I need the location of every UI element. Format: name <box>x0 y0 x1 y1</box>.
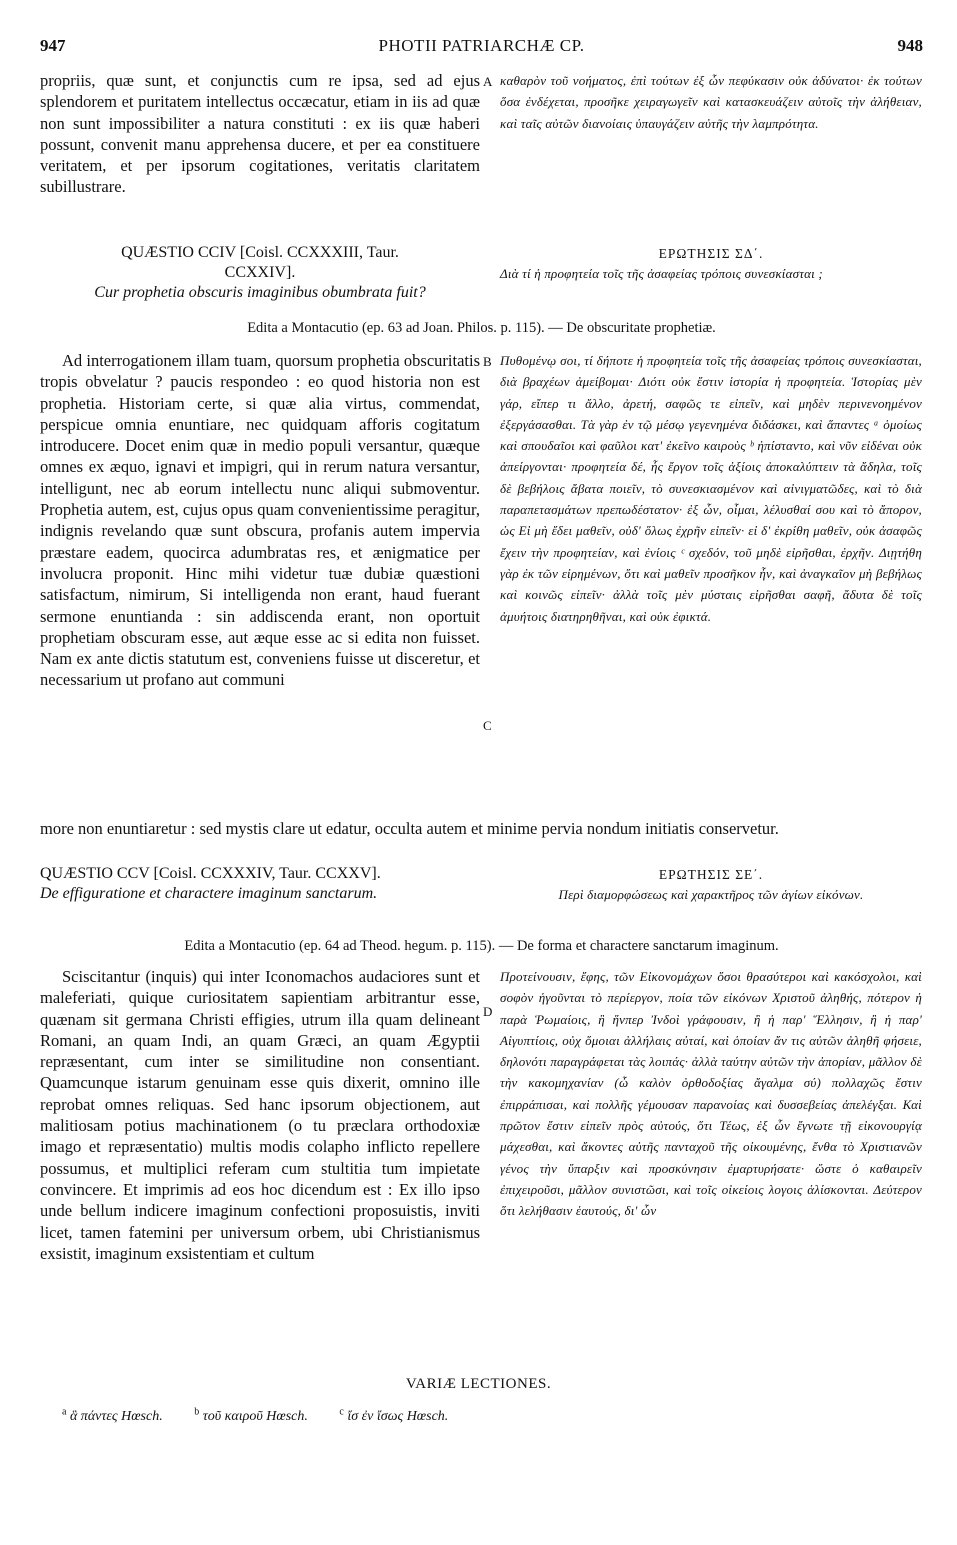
erotesis-204-title: ΕΡΩΤΗΣΙΣ ΣΔ΄. <box>658 246 764 261</box>
margin-marker-c: C <box>483 718 492 733</box>
erotesis-205-title: ΕΡΩΤΗΣΙΣ ΣΕ΄. <box>658 867 764 882</box>
erotesis-204-heading <box>500 243 922 284</box>
latin-paragraph-2: Ad interrogationem illam tuam, quorsum prophetia obscuritatis tropis obvelatur ? paucis respondeo : eo quod historia non est prophetia. Historiam certe, si quæ alia virtus, commendat, perspicue omnia enuntiare, nec quidquam afforis cogitatum introducere. Docet enim quæ in medio populi versantur, quæque omnes ex æquo, ignavi et impigri, qui in rerum natura versantur, intelligunt, nec ab eorum intellectu nunc aliqui submoventur. Prophetia autem, est, cujus opus quam convenientissime peragitur, indignis revelando quæ sunt obscura, profanis autem impervia præstare eadem, quocirca adumbratas res, et ænigmatice per involucra proponit. Hinc mihi videtur tuæ dubiæ quæstioni satisfactum, nimirum, Si intelligenda non erant, haud fuerant sermone enuntianda : sin addiscenda erant, non oportuit prophetiam obscuram esse, aut æque esse ac si edita non fuisset. Nam ex ante dictis statutum est, conveniens fuisse ut disceretur, et necessarium ut profano aut communi <box>40 351 480 690</box>
left-page-number: 947 <box>40 36 66 55</box>
full-width-line: more non enuntiaretur : sed mystis clare ut edatur, occulta autem et minime pervia nondum initiatis conservetur. <box>40 819 779 838</box>
running-title: PHOTII PATRIARCHÆ CP. <box>378 36 585 55</box>
variant-c: $^c$ ἴσ ἐν ἴσως Hœsch. <box>339 1406 449 1424</box>
latin-paragraph-3: Sciscitantur (inquis) qui inter Iconomachos audaciores sunt et maleferiati, quique curiositatem sapientiam arbitrantur esse, quænam sit germana Christi effigies, utrum illa quam delineant Romani, an quam Indi, an quam Græci, an quam Ægyptii repræsentant, cum inter se similitudine non consentiant. Quamcunque istarum genuinam esse quis dixerit, omnino ille reprobat omnes reliquas. Sed hanc ipsorum objectionem, aut malitiosam potius machinationem (o tu præclara orthodoxiæ imago et repræsentatio) multis modis colapho inflicto repellere possumus, et multiplici referam cum stultitia tum impietate convincere. Et imprimis ad eos hoc dicendum est : Ex illo ipso unde bellum indicere imaginum confectioni proposuistis, inviti licet, tamen fatemini per universum orbem, ubi Christianismus exsistit, imaginum exsistentiam et cultum <box>40 967 480 1263</box>
right-page-number: 948 <box>897 36 923 55</box>
edita-note-205: Edita a Montacutio (ep. 64 ad Theod. hegum. p. 115). — De forma et charactere sanctarum imaginum. <box>184 938 779 954</box>
variae-lectiones-list <box>62 1406 476 1425</box>
quaestio-204-subtitle: Cur prophetia obscuris imaginibus obumbrata fuit? <box>94 284 426 301</box>
variant-b: $^b$ τοῦ καιροῦ Hœsch. <box>194 1406 308 1424</box>
edita-note-204: Edita a Montacutio (ep. 63 ad Joan. Philos. p. 115). — De obscuritate prophetiæ. <box>247 320 716 336</box>
greek-paragraph-2: Πυθομένῳ σοι, τί δήποτε ἡ προφητεία τοῖς τῆς ἀσαφείας τρόποις συνεσκίασται, διὰ βραχέων ἀμείβομαι· Διότι οὐκ ἔστιν ἱστορία ἡ προφητεία. Ἱστορίας μὲν γάρ, εἴπερ τι ἄλλο, ἀρετή, σαφῶς τε εἰπεῖν, καὶ μηδὲν περινενοημένον ἐξεργάσασθαι. Τὰ γὰρ ἐν τῷ μέσῳ γεγενημένα διδάσκει, καὶ ἅπαντες ᵃ ὁμοίως καὶ σπουδαῖοι καὶ φαῦλοι κατ' ἐκεῖνο καιροὺς ᵇ ἠπίσταντο, καὶ νῦν εἰδέναι οὐκ ἀπείργονται· προφητεία δέ, ἧς ἔργον τοῖς ἀξίοις ἀποκαλύπτειν τὰ ἄδηλα, τοῖς δὲ βεβήλοις ἄβατα ποιεῖν, τὸ συνεσκιασμένον καὶ αἰνιγματῶδες, καὶ τὸ διὰ παραπετασμάτων πρεπωδέστατον· ἐξ ὧν, οἶμαι, λέλυσθαί σου καὶ τὸ ἄπορον, ὡς Εἰ μὴ ἔδει μαθεῖν, οὐδ' ὅλως ἐχρῆν εἰπεῖν· εἰ δ' ἐκρίθη μαθεῖν, οὐκ ἀσαφῶς ἔχειν τὴν προφητείαν, καὶ ἐνίοις ᶜ σχεδόν, τοῦ μηδὲ εἰρῆσθαι, ἐρχῆν. Διῃτήθη γὰρ ἐκ τῶν εἰρημένων, ὅτι καὶ μαθεῖν προσῆκον ἦν, καὶ ἀναγκαῖον μὴ βεβήλως καὶ κοινῶς εἰπεῖν· ἀλλὰ τοῖς μὲν μύσταις εἰρῆσθαι σαφῆ, ἄδυτα δὲ τοῖς ἀμυήτοις διατηρηθῆναι, καὶ οὐκ ἐφικτά. <box>500 353 922 624</box>
greek-column-2 <box>500 350 922 627</box>
quaestio-205-heading <box>40 864 480 904</box>
quaestio-204-heading <box>40 243 480 303</box>
quaestio-205-subtitle: De effiguratione et charactere imaginum sanctarum. <box>40 885 378 902</box>
margin-marker-b: B <box>483 354 492 369</box>
greek-column-3 <box>500 966 922 1222</box>
variant-a: $^a$ ἃ πάντες Hœsch. <box>62 1406 163 1424</box>
erotesis-204-subtitle: Διὰ τί ἡ προφητεία τοῖς τῆς ἀσαφείας τρόποις συνεσκίασται ; <box>500 266 823 282</box>
page-header <box>40 36 923 60</box>
latin-column-2 <box>40 350 480 691</box>
margin-marker-d: D <box>483 1004 493 1019</box>
latin-paragraph-1: propriis, quæ sunt, et conjunctis cum re ipsa, sed ad ejus splendorem et puritatem intellectus occæcatur, etiam in iis ad quæ non sunt impossibiliter a natura constituti : ex iis quæ haberi possunt, convenit manu apprehensa ducere, et per ea constituere veritatem, et per ipsorum cogitationes, veritatis claritatem subillustrare. <box>40 71 480 197</box>
erotesis-205-subtitle: Περὶ διαμορφώσεως καὶ χαρακτῆρος τῶν ἁγίων εἰκόνων. <box>558 887 864 903</box>
latin-column-3 <box>40 966 480 1264</box>
quaestio-204-title-cont: CCXXIV]. <box>224 264 296 281</box>
quaestio-205-title: QUÆSTIO CCV [Coisl. CCXXXIV, Taur. CCXXV]. <box>40 865 381 882</box>
greek-paragraph-1: καθαρὸν τοῦ νοήματος, ἐπὶ τούτων ἐξ ὧν πεφύκασιν οὐκ ἀδύνατοι· ἐκ τούτων ὅσα ἐνδέχεται, προσῆκε χειραγωγεῖν καὶ κατασκευάζειν αὐτοῖς τὴν ἀλήθειαν, καὶ ταῖς αὐτῶν διανοίαις ὑπαυγάζειν αὐτῆς τὴν λαμπρότητα. <box>500 73 922 131</box>
greek-paragraph-3: Προτείνουσιν, ἔφης, τῶν Εἰκονομάχων ὅσοι θρασύτεροι καὶ κακόσχολοι, καὶ σοφὸν ἡγοῦνται τὸ περίεργον, ποία τῶν εἰκόνων Χριστοῦ ἀληθής, πότερον ἡ παρὰ Ῥωμαίοις, ἣ ἥνπερ Ἰνδοὶ γράφουσιν, ἢ ἡ παρ' Ἕλλησιν, ἢ ἡ παρ' Αἰγυπτίοις, οὐχ ὅμοιαι ἀλλήλαις αὐταί, καὶ ὁποίαν ἄν τις αὐτῶν ἀληθῆ φήσειε, δηλονότι παραγράφεται τὰς λοιπάς· ἀλλὰ ταύτην αὐτῶν τὴν ἀπορίαν, μᾶλλον δὲ τὴν κακομηχανίαν (ὦ καλὸν ὀρθοδοξίας ἄγαλμα σύ) πολλαχῶς ἔστιν ἐπιρράπισαι, καὶ πολλῆς γέμουσαν παρανοίας καὶ δυσσεβείας ἀπελέγξαι. Καὶ πρῶτον ἔστιν εἰπεῖν πρὸς αὐτούς, ὅτι Τέως, ἐξ ὧν ἔγνωτε τῇ εἰκονουργίᾳ μάχεσθαι, καὶ ἄκοντες αὐτῆς πανταχοῦ τῆς οἰκουμένης, ἔνθα τὸ Χριστιανῶν γένος τὴν ὕπαρξιν καὶ προσκύνησιν ἐμαρτυρήσατε· ὥστε ὁ καθαιρεῖν ἐπιχειροῦσι, μᾶλλον συνιστῶσι, καὶ τοῖς οἰκείοις λογοις ἁλίσκονται. Δεύτερον ὅτι λελήθασιν ἑαυτούς, δι' ὧν <box>500 969 922 1219</box>
erotesis-205-heading <box>500 864 922 905</box>
variae-lectiones-heading: VARIÆ LECTIONES. <box>405 1376 552 1392</box>
latin-column-1 <box>40 70 480 198</box>
margin-marker-a: A <box>483 74 493 89</box>
greek-column-1 <box>500 70 922 134</box>
quaestio-204-title: QUÆSTIO CCIV [Coisl. CCXXXIII, Taur. <box>121 244 399 261</box>
